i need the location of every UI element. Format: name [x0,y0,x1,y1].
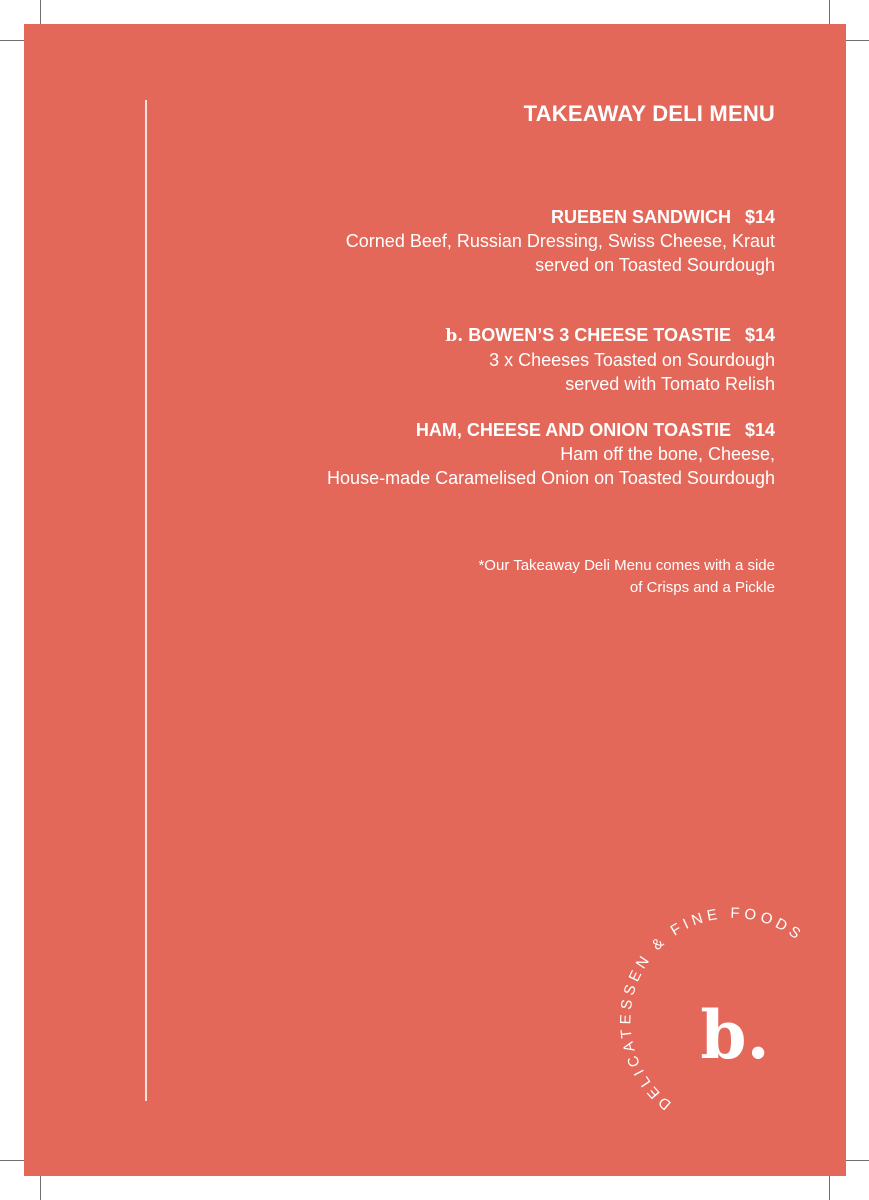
item-heading [327,418,775,442]
logo-letter: b. [700,996,770,1074]
item-description-line: Corned Beef, Russian Dressing, Swiss Cheese, Kraut [345,231,775,251]
item-name: RUEBEN SANDWICH [550,207,731,227]
item-name: BOWEN’S 3 CHEESE TOASTIE [468,325,731,345]
menu-item-bowens-toastie [445,323,775,396]
item-price: $14 [744,207,775,227]
item-price: $14 [744,420,775,440]
menu-item-ham-cheese-onion [327,418,775,490]
logo-arc-text: DELICATESSEN & FINE FOODS [617,904,807,1114]
brand-b-icon: b. [445,326,464,346]
crop-mark [0,40,26,41]
item-description-line: served on Toasted Sourdough [535,255,775,275]
menu-item-rueben [346,205,775,277]
item-description-line: 3 x Cheeses Toasted on Sourdough [489,350,775,370]
item-price: $14 [744,325,775,345]
crop-mark [40,0,41,26]
item-description-line: served with Tomato Relish [565,374,775,394]
crop-mark [843,40,869,41]
item-name: HAM, CHEESE AND ONION TOASTIE [415,420,731,440]
logo-graphic [595,895,815,1115]
vertical-divider [145,100,147,1101]
menu-footnote [478,555,775,599]
crop-mark [829,0,830,26]
crop-mark [829,1174,830,1200]
crop-mark [40,1174,41,1200]
item-heading [445,323,775,348]
menu-title: TAKEAWAY DELI MENU [523,101,775,126]
crop-mark [0,1160,26,1161]
brand-logo [595,895,815,1115]
item-description-line: Ham off the bone, Cheese, [560,444,775,464]
footnote-line: of Crisps and a Pickle [629,579,775,596]
item-heading [346,205,775,229]
menu-page [24,24,846,1176]
crop-mark [843,1160,869,1161]
item-description-line: House-made Caramelised Onion on Toasted Sourdough [327,468,775,488]
footnote-line: *Our Takeaway Deli Menu comes with a side [478,557,775,574]
